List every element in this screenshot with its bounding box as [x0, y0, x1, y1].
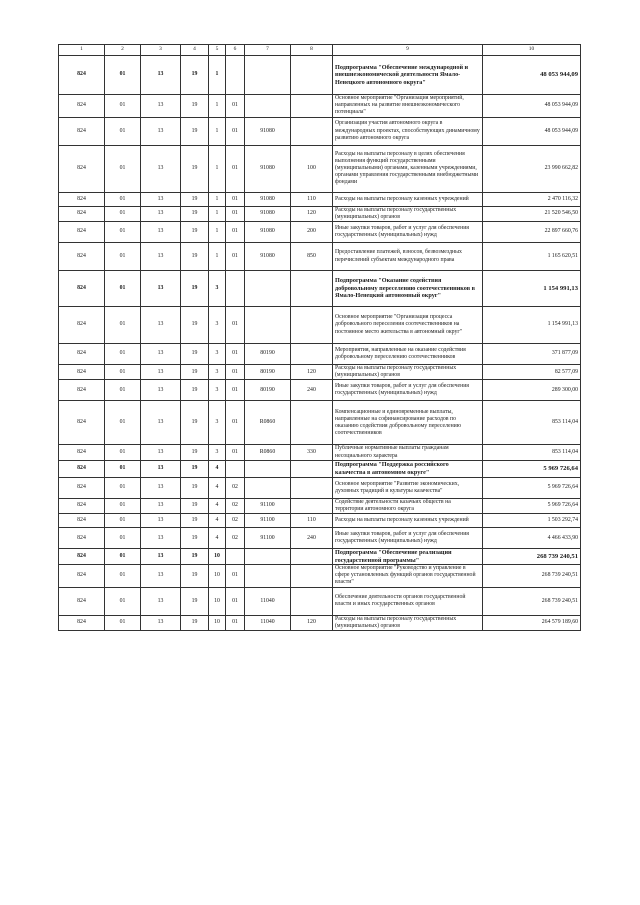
chapter-code-cell: 824 — [59, 587, 105, 615]
subprogram-code-cell: 1 — [209, 145, 226, 192]
expense-type-cell: 110 — [291, 192, 333, 206]
chapter-code-cell: 824 — [59, 514, 105, 528]
expense-type-cell: 330 — [291, 445, 333, 460]
table-row — [59, 380, 581, 401]
activity-code-cell: 01 — [226, 401, 245, 445]
expense-type-cell — [291, 307, 333, 344]
table-row — [59, 192, 581, 206]
subprogram-code-cell: 10 — [209, 549, 226, 565]
expense-type-cell: 120 — [291, 615, 333, 630]
direction-code-cell: 80190 — [245, 344, 291, 365]
direction-code-cell: 91100 — [245, 498, 291, 513]
program-code-cell: 19 — [181, 401, 209, 445]
section-code-cell: 01 — [105, 380, 141, 401]
subprogram-code-cell: 1 — [209, 243, 226, 271]
activity-code-cell: 02 — [226, 498, 245, 513]
program-code-cell: 19 — [181, 243, 209, 271]
subsection-code-cell: 13 — [141, 192, 181, 206]
expense-type-cell: 850 — [291, 243, 333, 271]
activity-code-cell: 01 — [226, 243, 245, 271]
table-row — [59, 206, 581, 221]
program-code-cell: 19 — [181, 145, 209, 192]
expense-type-cell — [291, 271, 333, 307]
budget-sheet — [58, 44, 580, 631]
program-code-cell: 19 — [181, 477, 209, 498]
program-code-cell: 19 — [181, 344, 209, 365]
chapter-code-cell: 824 — [59, 243, 105, 271]
item-name-cell: Подпрограмма "Оказание содействия добровольному переселению соотечественников в Ямало-Ненецкий автономный округ" — [333, 271, 483, 307]
table-row — [59, 615, 581, 630]
expense-type-cell: 240 — [291, 380, 333, 401]
header-cell: 5 — [209, 45, 226, 56]
section-code-cell: 01 — [105, 565, 141, 588]
item-name-cell: Расходы на выплаты персоналу казенных учреждений — [333, 192, 483, 206]
direction-code-cell: 11040 — [245, 587, 291, 615]
amount-cell: 268 739 240,51 — [483, 549, 581, 565]
item-name-cell: Расходы на выплаты персоналу казенных учреждений — [333, 514, 483, 528]
direction-code-cell — [245, 307, 291, 344]
table-row — [59, 56, 581, 95]
activity-code-cell — [226, 271, 245, 307]
subsection-code-cell: 13 — [141, 206, 181, 221]
expense-type-cell — [291, 565, 333, 588]
section-code-cell: 01 — [105, 192, 141, 206]
section-code-cell: 01 — [105, 587, 141, 615]
section-code-cell: 01 — [105, 528, 141, 549]
direction-code-cell — [245, 95, 291, 118]
section-code-cell: 01 — [105, 56, 141, 95]
section-code-cell: 01 — [105, 145, 141, 192]
header-cell: 10 — [483, 45, 581, 56]
table-row — [59, 565, 581, 588]
direction-code-cell: R0860 — [245, 401, 291, 445]
item-name-cell: Публичные нормативные выплаты гражданам несоциального характера — [333, 445, 483, 460]
activity-code-cell: 02 — [226, 528, 245, 549]
header-cell: 4 — [181, 45, 209, 56]
item-name-cell: Подпрограмма "Поддержка российского казачества в автономном округе" — [333, 460, 483, 477]
subsection-code-cell: 13 — [141, 271, 181, 307]
direction-code-cell: 80190 — [245, 380, 291, 401]
subprogram-code-cell: 4 — [209, 477, 226, 498]
subprogram-code-cell: 4 — [209, 528, 226, 549]
subprogram-code-cell: 10 — [209, 565, 226, 588]
expense-type-cell — [291, 498, 333, 513]
activity-code-cell — [226, 460, 245, 477]
table-row — [59, 445, 581, 460]
subsection-code-cell: 13 — [141, 498, 181, 513]
activity-code-cell: 01 — [226, 117, 245, 145]
expense-type-cell — [291, 587, 333, 615]
activity-code-cell: 01 — [226, 344, 245, 365]
table-row — [59, 344, 581, 365]
column-number-row — [59, 45, 581, 56]
section-code-cell: 01 — [105, 460, 141, 477]
table-row — [59, 243, 581, 271]
subprogram-code-cell: 1 — [209, 222, 226, 243]
item-name-cell: Иные закупки товаров, работ и услуг для обеспечения государственных (муниципальных) нужд — [333, 222, 483, 243]
subsection-code-cell: 13 — [141, 514, 181, 528]
item-name-cell: Содействие деятельности казачьих обществ на территории автономного округа — [333, 498, 483, 513]
program-code-cell: 19 — [181, 565, 209, 588]
subsection-code-cell: 13 — [141, 445, 181, 460]
expense-type-cell — [291, 460, 333, 477]
subsection-code-cell: 13 — [141, 380, 181, 401]
activity-code-cell: 01 — [226, 615, 245, 630]
direction-code-cell: 91080 — [245, 117, 291, 145]
expense-type-cell: 240 — [291, 528, 333, 549]
amount-cell: 853 114,04 — [483, 445, 581, 460]
direction-code-cell: 91100 — [245, 528, 291, 549]
item-name-cell: Расходы на выплаты персоналу государственных (муниципальных) органов — [333, 615, 483, 630]
program-code-cell: 19 — [181, 514, 209, 528]
direction-code-cell: 91080 — [245, 192, 291, 206]
activity-code-cell: 01 — [226, 587, 245, 615]
expense-type-cell — [291, 117, 333, 145]
chapter-code-cell: 824 — [59, 222, 105, 243]
amount-cell: 268 739 240,51 — [483, 587, 581, 615]
section-code-cell: 01 — [105, 95, 141, 118]
subsection-code-cell: 13 — [141, 243, 181, 271]
amount-cell: 1 503 292,74 — [483, 514, 581, 528]
item-name-cell: Иные закупки товаров, работ и услуг для обеспечения государственных (муниципальных) нужд — [333, 528, 483, 549]
item-name-cell: Компенсационные и единовременные выплаты, направленные на софинансирование расходов по оказанию содействия добровольному переселению соотечественников — [333, 401, 483, 445]
expense-type-cell: 200 — [291, 222, 333, 243]
table-row — [59, 271, 581, 307]
amount-cell: 1 154 991,13 — [483, 307, 581, 344]
activity-code-cell — [226, 549, 245, 565]
subprogram-code-cell: 3 — [209, 445, 226, 460]
activity-code-cell: 01 — [226, 222, 245, 243]
amount-cell: 289 300,00 — [483, 380, 581, 401]
table-row — [59, 549, 581, 565]
subsection-code-cell: 13 — [141, 477, 181, 498]
program-code-cell: 19 — [181, 380, 209, 401]
expense-type-cell — [291, 56, 333, 95]
amount-cell: 5 969 726,64 — [483, 460, 581, 477]
chapter-code-cell: 824 — [59, 192, 105, 206]
amount-cell: 1 154 991,13 — [483, 271, 581, 307]
amount-cell: 1 165 620,51 — [483, 243, 581, 271]
activity-code-cell: 01 — [226, 95, 245, 118]
table-row — [59, 117, 581, 145]
amount-cell: 23 990 662,82 — [483, 145, 581, 192]
subsection-code-cell: 13 — [141, 145, 181, 192]
activity-code-cell: 01 — [226, 192, 245, 206]
subsection-code-cell: 13 — [141, 117, 181, 145]
amount-cell: 264 579 189,60 — [483, 615, 581, 630]
chapter-code-cell: 824 — [59, 206, 105, 221]
table-row — [59, 528, 581, 549]
item-name-cell: Основное мероприятие "Организация мероприятий, направленных на развитие внешнеэкономического потенциала" — [333, 95, 483, 118]
section-code-cell: 01 — [105, 271, 141, 307]
activity-code-cell: 01 — [226, 206, 245, 221]
expense-type-cell: 100 — [291, 145, 333, 192]
subsection-code-cell: 13 — [141, 95, 181, 118]
subprogram-code-cell: 1 — [209, 192, 226, 206]
expense-type-cell — [291, 401, 333, 445]
subsection-code-cell: 13 — [141, 565, 181, 588]
subsection-code-cell: 13 — [141, 460, 181, 477]
subprogram-code-cell: 3 — [209, 344, 226, 365]
subprogram-code-cell: 4 — [209, 514, 226, 528]
table-row — [59, 222, 581, 243]
direction-code-cell — [245, 271, 291, 307]
item-name-cell: Основное мероприятие "Развитие экономических, духовных традиций и культуры казачества" — [333, 477, 483, 498]
header-cell: 7 — [245, 45, 291, 56]
chapter-code-cell: 824 — [59, 615, 105, 630]
table-row — [59, 401, 581, 445]
table-row — [59, 477, 581, 498]
table-row — [59, 460, 581, 477]
item-name-cell: Основное мероприятие "Руководство и управление в сфере установленных функций органов государственной власти" — [333, 565, 483, 588]
subprogram-code-cell: 4 — [209, 460, 226, 477]
item-name-cell: Расходы на выплаты персоналу государственных (муниципальных) органов — [333, 365, 483, 380]
section-code-cell: 01 — [105, 445, 141, 460]
section-code-cell: 01 — [105, 549, 141, 565]
item-name-cell: Расходы на выплаты персоналу в целях обеспечения выполнения функций государственными (муниципальными) органами, казенными учреждениями, органами управления государственными внебюджетными фондами — [333, 145, 483, 192]
table-row — [59, 498, 581, 513]
direction-code-cell: 80190 — [245, 365, 291, 380]
subprogram-code-cell: 10 — [209, 615, 226, 630]
chapter-code-cell: 824 — [59, 498, 105, 513]
section-code-cell: 01 — [105, 514, 141, 528]
program-code-cell: 19 — [181, 56, 209, 95]
subprogram-code-cell: 1 — [209, 56, 226, 95]
subsection-code-cell: 13 — [141, 222, 181, 243]
expense-type-cell: 120 — [291, 365, 333, 380]
amount-cell: 268 739 240,51 — [483, 565, 581, 588]
subprogram-code-cell: 1 — [209, 95, 226, 118]
direction-code-cell — [245, 565, 291, 588]
subprogram-code-cell: 3 — [209, 307, 226, 344]
item-name-cell: Обеспечение деятельности органов государственной власти и иных государственных органов — [333, 587, 483, 615]
subprogram-code-cell: 3 — [209, 365, 226, 380]
amount-cell: 371 877,09 — [483, 344, 581, 365]
chapter-code-cell: 824 — [59, 95, 105, 118]
section-code-cell: 01 — [105, 206, 141, 221]
amount-cell: 5 969 726,64 — [483, 477, 581, 498]
item-name-cell: Подпрограмма "Обеспечение международной и внешнеэкономической деятельности Ямало-Ненецкого автономного округа" — [333, 56, 483, 95]
subprogram-code-cell: 4 — [209, 498, 226, 513]
direction-code-cell: 91080 — [245, 243, 291, 271]
section-code-cell: 01 — [105, 344, 141, 365]
chapter-code-cell: 824 — [59, 528, 105, 549]
chapter-code-cell: 824 — [59, 380, 105, 401]
section-code-cell: 01 — [105, 307, 141, 344]
activity-code-cell: 02 — [226, 477, 245, 498]
expense-type-cell — [291, 344, 333, 365]
activity-code-cell — [226, 56, 245, 95]
header-cell: 9 — [333, 45, 483, 56]
expense-type-cell — [291, 477, 333, 498]
expense-type-cell — [291, 95, 333, 118]
expense-type-cell — [291, 549, 333, 565]
chapter-code-cell: 824 — [59, 565, 105, 588]
section-code-cell: 01 — [105, 243, 141, 271]
table-body — [59, 45, 581, 631]
program-code-cell: 19 — [181, 549, 209, 565]
amount-cell: 853 114,04 — [483, 401, 581, 445]
direction-code-cell — [245, 460, 291, 477]
subsection-code-cell: 13 — [141, 401, 181, 445]
header-cell: 8 — [291, 45, 333, 56]
program-code-cell: 19 — [181, 117, 209, 145]
program-code-cell: 19 — [181, 445, 209, 460]
chapter-code-cell: 824 — [59, 145, 105, 192]
item-name-cell: Подпрограмма "Обеспечение реализации государственной программы" — [333, 549, 483, 565]
section-code-cell: 01 — [105, 365, 141, 380]
section-code-cell: 01 — [105, 498, 141, 513]
direction-code-cell — [245, 56, 291, 95]
program-code-cell: 19 — [181, 615, 209, 630]
chapter-code-cell: 824 — [59, 460, 105, 477]
amount-cell: 2 470 116,32 — [483, 192, 581, 206]
amount-cell: 5 969 726,64 — [483, 498, 581, 513]
direction-code-cell: 91080 — [245, 222, 291, 243]
table-row — [59, 145, 581, 192]
program-code-cell: 19 — [181, 222, 209, 243]
program-code-cell: 19 — [181, 307, 209, 344]
activity-code-cell: 01 — [226, 307, 245, 344]
chapter-code-cell: 824 — [59, 477, 105, 498]
table-row — [59, 587, 581, 615]
subprogram-code-cell: 1 — [209, 117, 226, 145]
subprogram-code-cell: 3 — [209, 271, 226, 307]
item-name-cell: Расходы на выплаты персоналу государственных (муниципальных) органов — [333, 206, 483, 221]
chapter-code-cell: 824 — [59, 401, 105, 445]
direction-code-cell: 91080 — [245, 145, 291, 192]
subsection-code-cell: 13 — [141, 365, 181, 380]
table-row — [59, 365, 581, 380]
chapter-code-cell: 824 — [59, 445, 105, 460]
header-cell: 2 — [105, 45, 141, 56]
section-code-cell: 01 — [105, 401, 141, 445]
chapter-code-cell: 824 — [59, 549, 105, 565]
direction-code-cell: R0860 — [245, 445, 291, 460]
expense-type-cell: 120 — [291, 206, 333, 221]
amount-cell: 48 053 944,09 — [483, 56, 581, 95]
program-code-cell: 19 — [181, 95, 209, 118]
direction-code-cell — [245, 477, 291, 498]
activity-code-cell: 01 — [226, 145, 245, 192]
table-row — [59, 95, 581, 118]
budget-table — [58, 44, 581, 631]
item-name-cell: Основное мероприятие "Организация процесса добровольного переселения соотечественников на постоянное место жительства в автономный округ" — [333, 307, 483, 344]
subsection-code-cell: 13 — [141, 307, 181, 344]
program-code-cell: 19 — [181, 498, 209, 513]
subsection-code-cell: 13 — [141, 549, 181, 565]
subsection-code-cell: 13 — [141, 615, 181, 630]
program-code-cell: 19 — [181, 271, 209, 307]
amount-cell: 4 466 433,90 — [483, 528, 581, 549]
program-code-cell: 19 — [181, 587, 209, 615]
activity-code-cell: 01 — [226, 365, 245, 380]
activity-code-cell: 02 — [226, 514, 245, 528]
subprogram-code-cell: 3 — [209, 401, 226, 445]
expense-type-cell: 110 — [291, 514, 333, 528]
direction-code-cell — [245, 549, 291, 565]
chapter-code-cell: 824 — [59, 117, 105, 145]
amount-cell: 48 053 944,09 — [483, 117, 581, 145]
header-cell: 3 — [141, 45, 181, 56]
chapter-code-cell: 824 — [59, 365, 105, 380]
program-code-cell: 19 — [181, 365, 209, 380]
table-row — [59, 307, 581, 344]
program-code-cell: 19 — [181, 206, 209, 221]
subsection-code-cell: 13 — [141, 344, 181, 365]
section-code-cell: 01 — [105, 615, 141, 630]
chapter-code-cell: 824 — [59, 344, 105, 365]
item-name-cell: Предоставление платежей, взносов, безвозмездных перечислений субъектам международного права — [333, 243, 483, 271]
item-name-cell: Организация участия автономного округа в международных проектах, способствующих динамичному развитию автономного округа — [333, 117, 483, 145]
activity-code-cell: 01 — [226, 380, 245, 401]
activity-code-cell: 01 — [226, 565, 245, 588]
amount-cell: 21 520 546,50 — [483, 206, 581, 221]
item-name-cell: Мероприятия, направленные на оказание содействия добровольному переселению соотечественников — [333, 344, 483, 365]
direction-code-cell: 91100 — [245, 514, 291, 528]
direction-code-cell: 11040 — [245, 615, 291, 630]
program-code-cell: 19 — [181, 460, 209, 477]
section-code-cell: 01 — [105, 222, 141, 243]
subprogram-code-cell: 3 — [209, 380, 226, 401]
subprogram-code-cell: 10 — [209, 587, 226, 615]
subsection-code-cell: 13 — [141, 587, 181, 615]
chapter-code-cell: 824 — [59, 307, 105, 344]
activity-code-cell: 01 — [226, 445, 245, 460]
subprogram-code-cell: 1 — [209, 206, 226, 221]
amount-cell: 82 577,09 — [483, 365, 581, 380]
item-name-cell: Иные закупки товаров, работ и услуг для обеспечения государственных (муниципальных) нужд — [333, 380, 483, 401]
header-cell: 6 — [226, 45, 245, 56]
chapter-code-cell: 824 — [59, 271, 105, 307]
subsection-code-cell: 13 — [141, 56, 181, 95]
direction-code-cell: 91080 — [245, 206, 291, 221]
program-code-cell: 19 — [181, 192, 209, 206]
header-cell: 1 — [59, 45, 105, 56]
program-code-cell: 19 — [181, 528, 209, 549]
table-row — [59, 514, 581, 528]
amount-cell: 48 053 944,09 — [483, 95, 581, 118]
subsection-code-cell: 13 — [141, 528, 181, 549]
amount-cell: 22 897 660,76 — [483, 222, 581, 243]
chapter-code-cell: 824 — [59, 56, 105, 95]
section-code-cell: 01 — [105, 117, 141, 145]
section-code-cell: 01 — [105, 477, 141, 498]
